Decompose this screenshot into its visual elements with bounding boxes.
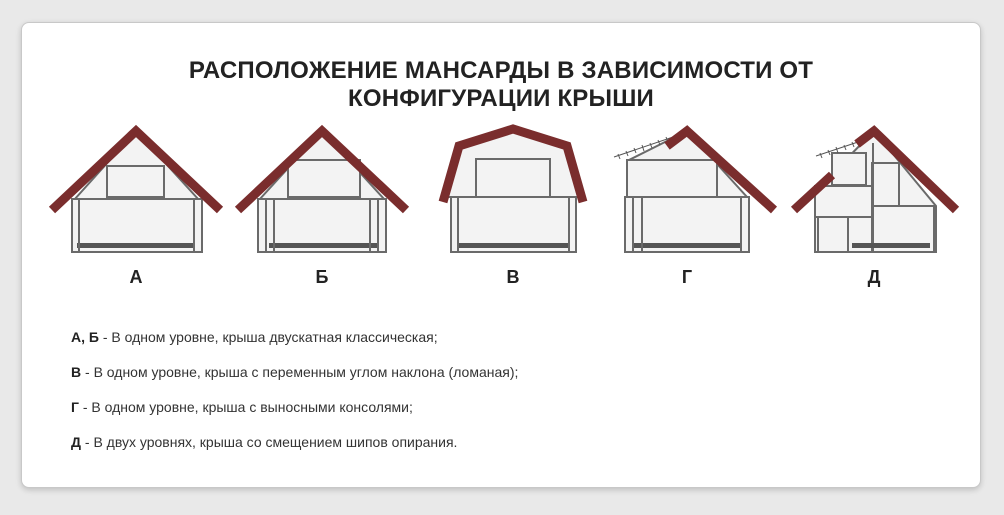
house-d-tower-room: [872, 163, 899, 206]
diagram-card: [21, 22, 981, 488]
legend-row: [71, 363, 518, 398]
house-a: [52, 131, 220, 252]
legend-text: В одном уровне, крыша с выносными консолями;: [91, 399, 413, 415]
legend-key: Д: [71, 434, 81, 450]
house-d-floor-slab: [852, 243, 930, 248]
title-line-1: РАСПОЛОЖЕНИЕ МАНСАРДЫ В ЗАВИСИМОСТИ ОТ: [188, 57, 814, 84]
legend-row: [71, 433, 518, 468]
legend-text: В одном уровне, крыша с переменным углом наклона (ломаная);: [93, 364, 519, 380]
house-a-floor-slab: [77, 243, 193, 248]
house-v-attic-room: [476, 159, 550, 197]
legend-key: Г: [71, 399, 79, 415]
house-b-floor-slab: [269, 243, 377, 248]
house-v: [443, 129, 583, 252]
house-d-middle-room: [815, 186, 872, 217]
house-label-v: В: [506, 267, 520, 287]
house-d-upper-room: [832, 153, 866, 185]
house-label-a: А: [129, 267, 143, 287]
legend-key: А, Б: [71, 329, 99, 345]
legend-separator: -: [78, 399, 92, 415]
legend-separator: -: [98, 329, 112, 345]
legend-row: [71, 328, 518, 363]
house-g: [614, 131, 774, 252]
house-label-b: Б: [315, 267, 329, 287]
legend-separator: -: [81, 364, 94, 380]
legend-key: В: [71, 364, 82, 380]
legend-text: В двух уровнях, крыша со смещением шипов опирания.: [93, 434, 458, 450]
legend-separator: -: [80, 434, 94, 450]
house-b: [238, 131, 406, 252]
house-a-attic-room: [107, 166, 164, 197]
legend-row: [71, 398, 518, 433]
house-d: [794, 131, 956, 252]
title-line-2: КОНФИГУРАЦИИ КРЫШИ: [348, 85, 654, 112]
house-label-d: Д: [867, 267, 881, 287]
house-v-floor-slab: [457, 243, 569, 248]
house-d-left-room: [818, 217, 848, 252]
legend-text: В одном уровне, крыша двускатная классическая;: [111, 329, 438, 345]
house-g-floor-slab: [634, 243, 740, 248]
legend: [71, 328, 518, 468]
house-b-attic-room: [288, 160, 360, 197]
house-label-g: Г: [681, 267, 693, 287]
house-g-attic-room: [627, 160, 717, 197]
